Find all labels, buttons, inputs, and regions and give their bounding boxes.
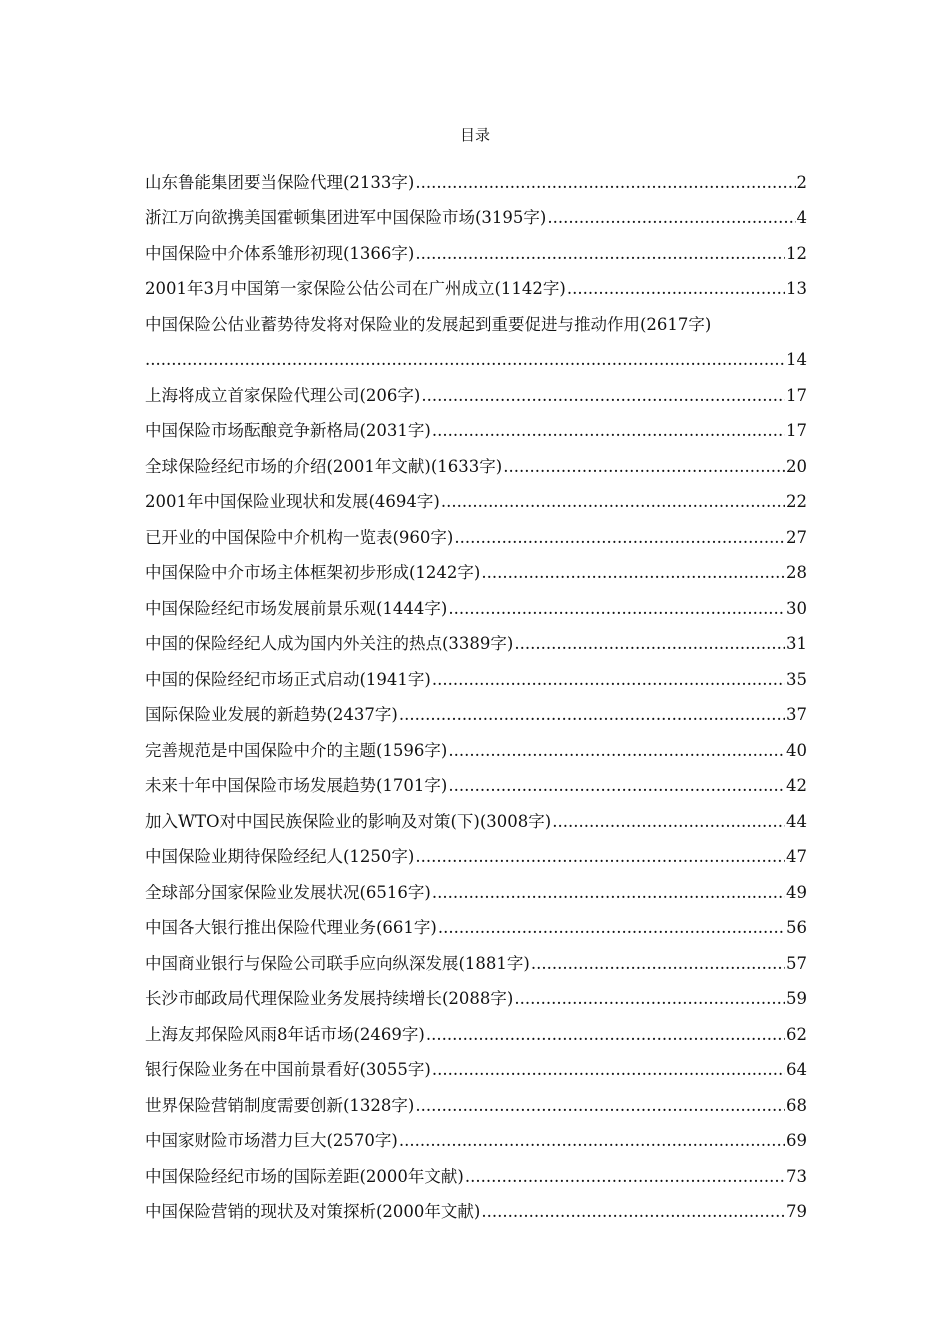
dot-leader [415, 845, 785, 869]
toc-entry-title: 2001年中国保险业现状和发展(4694字) [145, 492, 440, 511]
toc-entry-page: 73 [786, 1166, 807, 1186]
dot-leader [426, 1023, 785, 1047]
toc-entry-title: 未来十年中国保险市场发展趋势(1701字) [145, 776, 448, 795]
toc-entry-page: 64 [786, 1060, 807, 1079]
dot-leader [514, 632, 785, 656]
toc-entry[interactable] [145, 869, 807, 905]
dot-leader [567, 277, 785, 301]
toc-entry-page: 17 [786, 421, 807, 440]
toc-entry-title: 上海友邦保险风雨8年话市场(2469字) [145, 1024, 425, 1044]
toc-entry-continuation [145, 337, 807, 373]
toc-entry-page: 31 [786, 634, 807, 653]
dot-leader [514, 987, 785, 1011]
toc-entry-page: 4 [796, 208, 807, 227]
dot-leader [432, 419, 785, 443]
toc-entry-title: 中国保险营销的现状及对策探析(2000年文献) [145, 1202, 481, 1221]
toc-entry[interactable] [145, 159, 807, 195]
dot-leader [438, 916, 785, 940]
toc-entry-page: 2 [796, 172, 807, 192]
toc-entry-title: 全球部分国家保险业发展状况(6516字) [145, 882, 431, 902]
toc-entry-page: 20 [786, 456, 807, 476]
toc-entry-title: 长沙市邮政局代理保险业务发展持续增长(2088字) [145, 989, 514, 1008]
toc-entry-title: 中国保险经纪市场的国际差距(2000年文献) [145, 1166, 464, 1186]
toc-title: 目录 [459, 126, 490, 144]
dot-leader [399, 703, 785, 727]
dot-leader [448, 739, 785, 763]
toc-entry[interactable] [145, 727, 807, 763]
toc-entry-title: 国际保险业发展的新趋势(2437字) [145, 705, 398, 724]
dot-leader [465, 1165, 785, 1189]
toc-entry[interactable] [145, 656, 807, 692]
toc-entry-page: 17 [786, 385, 807, 405]
toc-entry-title: 中国家财险市场潜力巨大(2570字) [145, 1131, 398, 1150]
toc-entry-page: 47 [786, 847, 807, 866]
toc-entry-title: 上海将成立首家保险代理公司(206字) [145, 385, 421, 405]
toc-entry-title: 中国的保险经纪市场正式启动(1941字) [145, 669, 431, 689]
toc-entry-title: 2001年3月中国第一家保险公估公司在广州成立(1142字) [145, 279, 566, 298]
toc-entry-page: 56 [786, 918, 807, 937]
dot-leader [432, 1058, 785, 1082]
toc-entry-page: 13 [786, 279, 807, 298]
toc-entry-page: 68 [786, 1095, 807, 1115]
dot-leader [481, 1200, 785, 1224]
toc-entry[interactable] [145, 550, 807, 586]
toc-entry[interactable] [145, 834, 807, 870]
toc-entry-page: 30 [786, 598, 807, 618]
toc-entry-page: 44 [786, 811, 807, 831]
toc-entry[interactable] [145, 940, 807, 976]
dot-leader [454, 526, 785, 550]
toc-entry-page: 79 [786, 1202, 807, 1221]
toc-entry[interactable] [145, 1153, 807, 1189]
toc-entry[interactable] [145, 1082, 807, 1118]
toc-entry-title: 浙江万向欲携美国霍顿集团进军中国保险市场(3195字) [145, 208, 547, 227]
toc-entry[interactable] [145, 372, 807, 408]
toc-entry-page: 12 [786, 243, 807, 263]
dot-leader [415, 171, 795, 195]
toc-entry-page: 62 [786, 1024, 807, 1044]
toc-entry-page: 37 [786, 705, 807, 724]
dot-leader [432, 881, 785, 905]
dot-leader [448, 774, 785, 798]
table-of-contents [145, 159, 807, 1224]
toc-entry[interactable] [145, 408, 807, 444]
toc-entry-title: 加入WTO对中国民族保险业的影响及对策(下)(3008字) [145, 811, 552, 831]
dot-leader [432, 668, 785, 692]
toc-entry-title: 中国各大银行推出保险代理业务(661字) [145, 918, 437, 937]
toc-entry-page: 49 [786, 882, 807, 902]
toc-entry[interactable] [145, 798, 807, 834]
toc-entry-page: 57 [786, 953, 807, 973]
dot-leader [399, 1129, 785, 1153]
dot-leader [531, 952, 785, 976]
toc-entry-title: 完善规范是中国保险中介的主题(1596字) [145, 740, 448, 760]
dot-leader [552, 810, 785, 834]
toc-entry-title: 中国商业银行与保险公司联手应向纵深发展(1881字) [145, 953, 530, 973]
toc-entry-title: 中国保险经纪市场发展前景乐观(1444字) [145, 598, 448, 618]
toc-entry[interactable] [145, 621, 807, 657]
dot-leader [421, 384, 785, 408]
toc-entry-title: 中国的保险经纪人成为国内外关注的热点(3389字) [145, 634, 514, 653]
toc-entry[interactable] [145, 763, 807, 799]
toc-entry[interactable] [145, 514, 807, 550]
toc-entry-page: 14 [786, 350, 807, 369]
dot-leader [448, 597, 785, 621]
toc-entry-page: 40 [786, 740, 807, 760]
dot-leader [415, 1094, 785, 1118]
toc-entry[interactable] [145, 195, 807, 231]
toc-entry-title: 中国保险中介体系雏形初现(1366字) [145, 243, 415, 263]
toc-entry[interactable] [145, 1047, 807, 1083]
toc-entry[interactable] [145, 1118, 807, 1154]
toc-entry[interactable] [145, 479, 807, 515]
toc-entry-page: 35 [786, 669, 807, 689]
toc-entry-title: 中国保险业期待保险经纪人(1250字) [145, 847, 415, 866]
toc-entry-title: 世界保险营销制度需要创新(1328字) [145, 1095, 415, 1115]
dot-leader [441, 490, 785, 514]
dot-leader [481, 561, 785, 585]
toc-entry[interactable] [145, 905, 807, 941]
toc-entry-title: 已开业的中国保险中介机构一览表(960字) [145, 527, 454, 547]
dot-leader [415, 242, 785, 266]
toc-entry[interactable] [145, 443, 807, 479]
toc-entry[interactable] [145, 692, 807, 728]
toc-entry-title: 山东鲁能集团要当保险代理(2133字) [145, 172, 415, 192]
dot-leader [145, 348, 785, 372]
toc-entry-page: 22 [786, 492, 807, 511]
dot-leader [547, 206, 795, 230]
toc-entry[interactable] [145, 1011, 807, 1047]
toc-entry-title: 中国保险公估业蓄势待发将对保险业的发展起到重要促进与推动作用(2617字) [145, 314, 712, 334]
toc-entry[interactable] [145, 301, 807, 372]
toc-entry-title: 全球保险经纪市场的介绍(2001年文献)(1633字) [145, 456, 503, 476]
toc-entry-page: 69 [786, 1131, 807, 1150]
dot-leader [503, 455, 785, 479]
toc-entry-page: 59 [786, 989, 807, 1008]
toc-entry[interactable] [145, 585, 807, 621]
toc-entry[interactable] [145, 266, 807, 302]
toc-entry-title: 中国保险市场酝酿竞争新格局(2031字) [145, 421, 431, 440]
toc-entry-title: 银行保险业务在中国前景看好(3055字) [145, 1060, 431, 1079]
toc-entry[interactable] [145, 976, 807, 1012]
toc-entry-page: 42 [786, 776, 807, 795]
toc-entry-page: 27 [786, 527, 807, 547]
toc-entry-page: 28 [786, 563, 807, 582]
toc-entry-title: 中国保险中介市场主体框架初步形成(1242字) [145, 563, 481, 582]
toc-entry[interactable] [145, 230, 807, 266]
toc-entry[interactable] [145, 1189, 807, 1225]
